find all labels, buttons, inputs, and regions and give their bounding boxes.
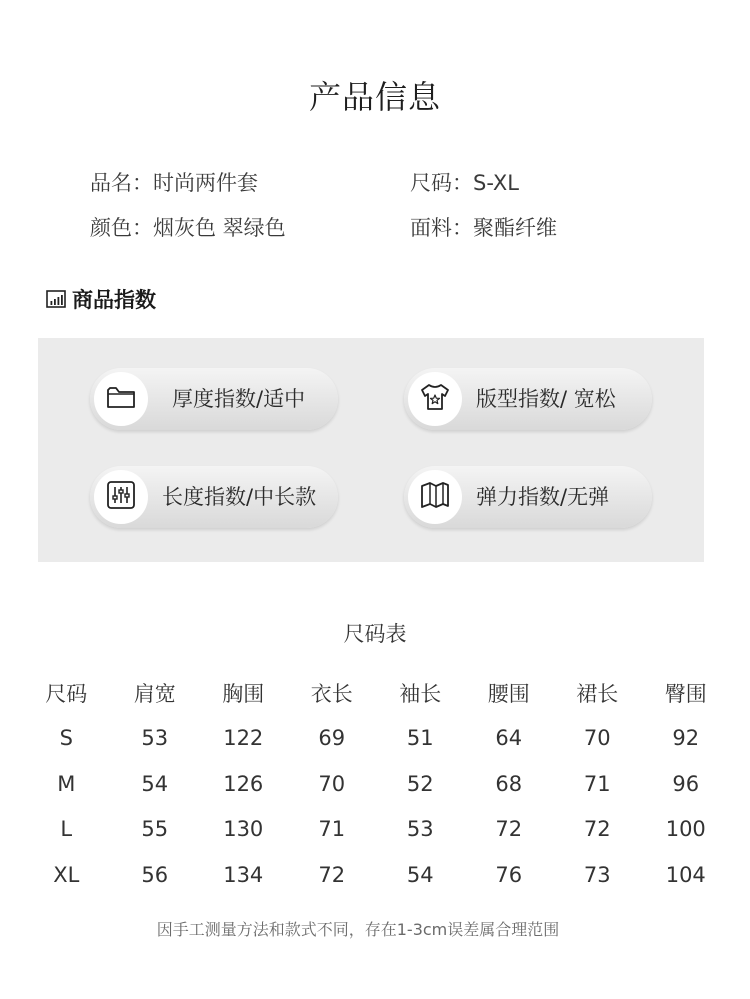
table-cell: L: [60, 817, 73, 842]
fabric-label: 面料：: [410, 216, 473, 240]
table-cell: 53: [406, 817, 434, 842]
table-row: [22, 761, 730, 807]
table-cell: 73: [583, 862, 611, 887]
fit-index-pill: [404, 368, 652, 430]
elasticity-index-label: 弹力指数/无弹: [476, 485, 610, 509]
table-cell: 96: [672, 771, 700, 796]
table-cell: 55: [141, 817, 169, 842]
table-cell: 70: [318, 771, 346, 796]
table-cell: 76: [495, 862, 523, 887]
header-cell: 肩宽: [133, 681, 176, 706]
size-table-header: [22, 670, 730, 716]
measurement-footnote: 因手工测量方法和款式不同，存在1-3cm误差属合理范围: [156, 920, 560, 939]
folder-icon: [104, 380, 138, 418]
size-range-row: [410, 167, 519, 197]
table-row: [22, 852, 730, 898]
table-cell: 51: [406, 726, 434, 751]
table-cell: 68: [495, 771, 523, 796]
header-cell: 腰围: [487, 681, 530, 706]
header-cell: 尺码: [45, 681, 88, 706]
table-cell: M: [57, 771, 76, 796]
table-cell: 64: [495, 726, 523, 751]
table-cell: 71: [583, 771, 611, 796]
thickness-index-pill: [90, 368, 338, 430]
table-cell: 56: [141, 862, 169, 887]
table-cell: 122: [223, 726, 264, 751]
fit-index-label: 版型指数/ 宽松: [476, 387, 616, 411]
size-table: [22, 670, 730, 898]
table-cell: 54: [141, 771, 169, 796]
header-cell: 衣长: [310, 681, 353, 706]
table-cell: 126: [223, 771, 264, 796]
header-cell: 胸围: [222, 681, 265, 706]
table-row: [22, 716, 730, 762]
table-cell: 134: [223, 862, 264, 887]
table-cell: 52: [406, 771, 434, 796]
length-index-label: 长度指数/中长款: [162, 485, 317, 509]
table-cell: XL: [53, 862, 80, 887]
size-table-caption: 尺码表: [343, 622, 407, 646]
page-title: 产品信息: [308, 78, 441, 116]
color-value: 烟灰色 翠绿色: [153, 216, 286, 240]
length-index-pill: [90, 466, 338, 528]
header-cell: 裙长: [576, 681, 619, 706]
color-row: [90, 212, 286, 242]
sliders-icon: [104, 478, 138, 516]
color-label: 颜色：: [90, 216, 153, 240]
index-panel: [38, 338, 704, 562]
size-range-value: S-XL: [473, 171, 519, 195]
header-cell: 袖长: [399, 681, 442, 706]
tshirt-star-icon: [418, 380, 452, 418]
header-cell: 臀围: [664, 681, 707, 706]
product-name-label: 品名：: [90, 171, 153, 195]
table-cell: 72: [583, 817, 611, 842]
table-cell: 72: [318, 862, 346, 887]
table-cell: 72: [495, 817, 523, 842]
table-cell: 71: [318, 817, 346, 842]
table-row: [22, 807, 730, 853]
table-cell: 53: [141, 726, 169, 751]
product-name-value: 时尚两件套: [153, 171, 258, 195]
fabric-row: [410, 212, 557, 242]
size-range-label: 尺码：: [410, 171, 473, 195]
table-cell: 130: [223, 817, 264, 842]
index-section-title: 商品指数: [72, 288, 156, 312]
table-cell: 92: [672, 726, 700, 751]
table-cell: 70: [583, 726, 611, 751]
table-cell: 104: [665, 862, 706, 887]
thickness-index-label: 厚度指数/适中: [172, 387, 306, 411]
fabric-value: 聚酯纤维: [473, 216, 557, 240]
table-cell: 69: [318, 726, 346, 751]
folded-map-icon: [418, 478, 452, 516]
table-cell: S: [59, 726, 73, 751]
index-section-heading: [46, 284, 156, 314]
table-cell: 100: [665, 817, 706, 842]
product-name-row: [90, 167, 258, 197]
bar-chart-icon: [46, 289, 66, 309]
elasticity-index-pill: [404, 466, 652, 528]
table-cell: 54: [406, 862, 434, 887]
